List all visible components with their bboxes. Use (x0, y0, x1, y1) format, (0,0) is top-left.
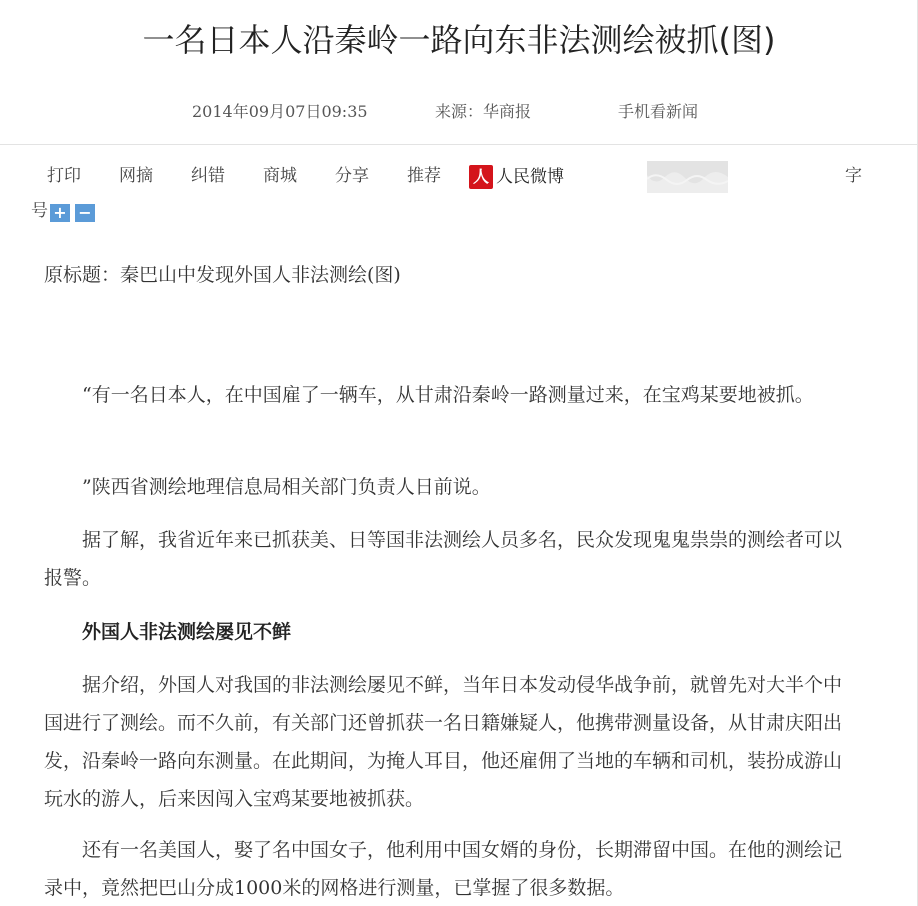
font-size-label-end: 号 (31, 201, 48, 221)
original-title: 原标题：秦巴山中发现外国人非法测绘(图) (44, 264, 401, 286)
people-weibo-label: 人民微博 (496, 167, 564, 187)
article-toolbar (0, 164, 918, 224)
mobile-news-link[interactable]: 手机看新闻 (618, 102, 699, 121)
share-button[interactable]: 分享 (335, 166, 369, 186)
paragraph: 据了解，我省近年来已抓获美、日等国非法测绘人员多名，民众发现鬼鬼祟祟的测绘者可以报警。 (44, 529, 843, 589)
recommend-button[interactable]: 推荐 (407, 166, 441, 186)
correct-error-button[interactable]: 纠错 (191, 166, 225, 186)
paragraph: “有一名日本人，在中国雇了一辆车，从甘肃沿秦岭一路测量过来，在宝鸡某要地被抓。 (82, 384, 814, 406)
mall-button[interactable]: 商城 (263, 166, 297, 186)
people-weibo-icon: 人 (469, 165, 493, 189)
print-button[interactable]: 打印 (47, 166, 81, 186)
share-widget-placeholder[interactable] (647, 161, 728, 193)
cloud-placeholder-icon (647, 161, 728, 193)
decrease-font-button[interactable]: − (75, 204, 95, 222)
paragraph: ”陕西省测绘地理信息局相关部门负责人日前说。 (82, 476, 491, 498)
article-meta (0, 100, 918, 124)
font-size-label-start: 字 (845, 166, 862, 186)
publish-datetime: 2014年09月07日09:35 (192, 102, 368, 121)
increase-font-button[interactable]: + (50, 204, 70, 222)
paragraph: 还有一名美国人，娶了名中国女子，他利用中国女婿的身份，长期滞留中国。在他的测绘记录中，竟然把巴山分成1000米的网格进行测量，已掌握了很多数据。 (44, 839, 843, 899)
header-divider (0, 144, 917, 145)
paragraph: 据介绍，外国人对我国的非法测绘屡见不鲜，当年日本发动侵华战争前，就曾先对大半个中国进行了测绘。而不久前，有关部门还曾抓获一名日籍嫌疑人，他携带测量设备，从甘肃庆阳出发，沿秦岭一路向东测量。在此期间，为掩人耳目，他还雇佣了当地的车辆和司机，装扮成游山玩水的游人，后来因闯入宝鸡某要地被抓获。 (44, 674, 843, 810)
article-title: 一名日本人沿秦岭一路向东非法测绘被抓(图) (142, 21, 776, 59)
section-heading: 外国人非法测绘屡见不鲜 (82, 621, 292, 643)
people-weibo-link[interactable] (469, 164, 564, 190)
digest-button[interactable]: 网摘 (119, 166, 153, 186)
article-source[interactable]: 来源：华商报 (435, 102, 532, 121)
